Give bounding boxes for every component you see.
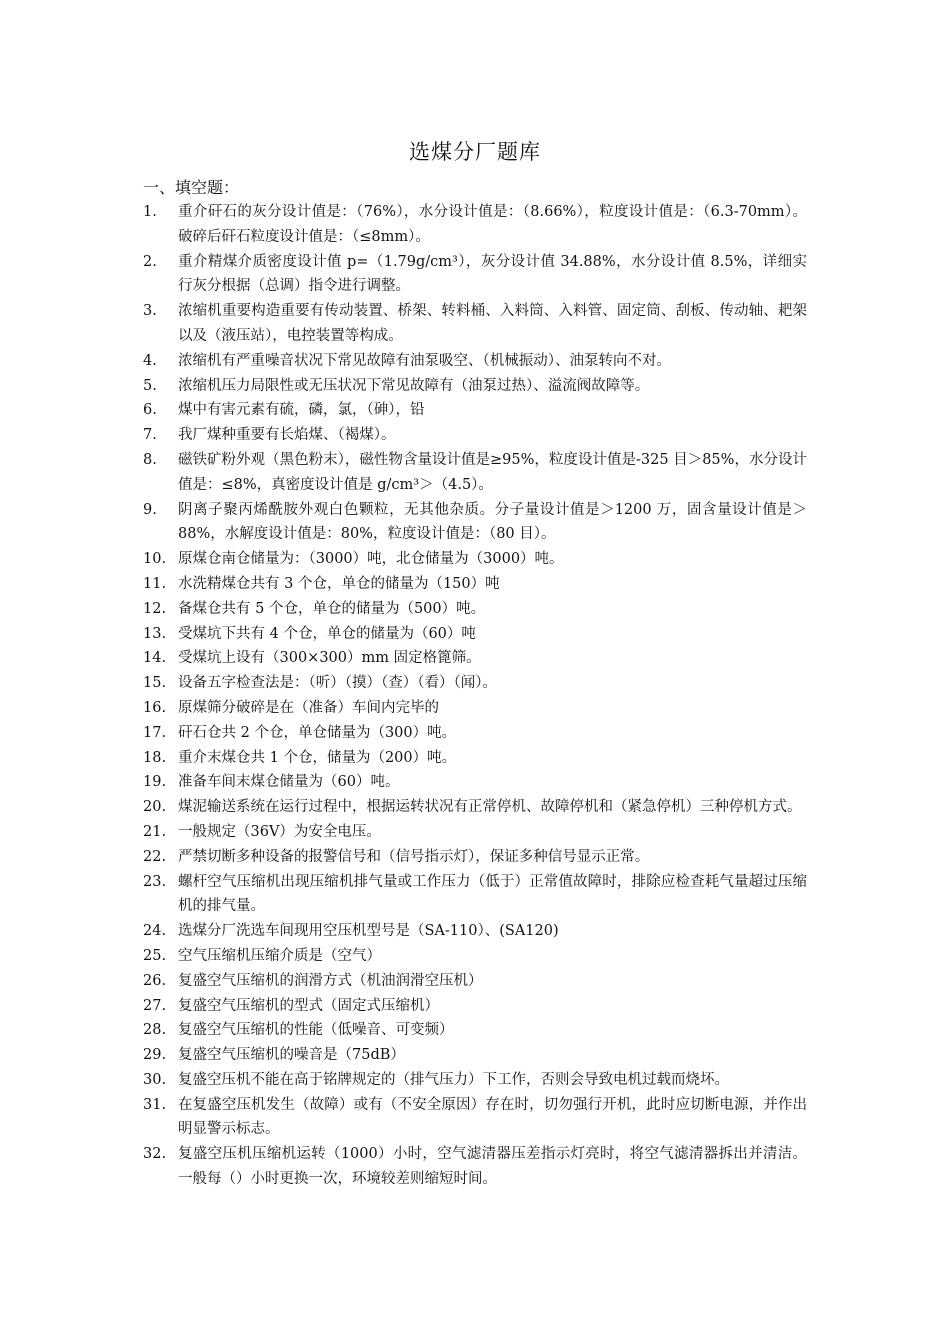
question-text: 准备车间末煤仓储量为（60）吨。 <box>178 774 400 791</box>
question-text: 复盛空气压缩机的性能（低噪音、可变频） <box>178 1022 454 1039</box>
question-text: 备煤仓共有 5 个仓，单仓的储量为（500）吨。 <box>178 600 486 617</box>
question-number: 20. <box>143 799 167 816</box>
question-number: 31. <box>143 1096 167 1113</box>
question-text: 空气压缩机压缩介质是（空气） <box>178 947 381 964</box>
question-text: 受煤坑下共有 4 个仓，单仓的储量为（60）吨 <box>178 625 476 642</box>
question-text: 受煤坑上设有（300×300）mm 固定格篦筛。 <box>178 650 481 667</box>
question-text: 复盛空气压缩机的噪音是（75dB） <box>178 1047 405 1064</box>
question-number: 6. <box>143 402 157 419</box>
question-item <box>143 1018 807 1043</box>
question-item <box>143 820 807 845</box>
question-text: 煤中有害元素有硫，磷，氯，（砷），铅 <box>178 402 425 419</box>
question-item <box>143 597 807 622</box>
question-item <box>143 1043 807 1068</box>
question-item <box>143 696 807 721</box>
question-text: 浓缩机有严重噪音状况下常见故障有油泵吸空、（机械振动）、油泵转向不对。 <box>178 352 671 369</box>
question-item <box>143 622 807 647</box>
question-text: 选煤分厂洗选车间现用空压机型号是（SA-110）、(SA120) <box>178 923 559 940</box>
question-number: 7. <box>143 427 157 444</box>
question-text: 浓缩机重要构造重要有传动装置、桥架、转料桶、入料筒、入料管、固定筒、刮板、传动轴、耙架以及（液压站），电控装置等构成。 <box>178 303 807 344</box>
question-item <box>143 671 807 696</box>
question-item <box>143 374 807 399</box>
question-item <box>143 547 807 572</box>
question-number: 4. <box>143 352 157 369</box>
question-text: 浓缩机压力局限性或无压状况下常见故障有（油泵过热）、溢流阀故障等。 <box>178 377 650 394</box>
question-number: 8. <box>143 451 157 468</box>
section-heading: 一、填空题： <box>143 178 240 197</box>
question-number: 5. <box>143 377 157 394</box>
question-item <box>143 448 807 498</box>
question-number: 16. <box>143 699 167 716</box>
question-text: 严禁切断多种设备的报警信号和（信号指示灯），保证多种信号显示正常。 <box>178 848 650 865</box>
question-text: 煤泥输送系统在运行过程中，根据运转状况有正常停机、故障停机和（紧急停机）三种停机方式。 <box>178 799 802 816</box>
question-item <box>143 770 807 795</box>
question-item <box>143 200 807 250</box>
question-number: 29. <box>143 1047 167 1064</box>
question-number: 21. <box>143 823 167 840</box>
question-text: 复盛空压机压缩机运转（1000）小时，空气滤清器压差指示灯亮时，将空气滤清器拆出并清洁。一般每（）小时更换一次，环境较差则缩短时间。 <box>178 1146 807 1188</box>
question-text: 原煤筛分破碎是在（准备）车间内完毕的 <box>178 699 439 716</box>
question-number: 1. <box>143 204 157 220</box>
question-text: 在复盛空压机发生（故障）或有（不安全原因）存在时，切勿强行开机，此时应切断电源，并作出明显警示标志。 <box>178 1096 807 1138</box>
question-item <box>143 721 807 746</box>
page-title: 选煤分厂题库 <box>409 140 541 164</box>
question-text: 重介末煤仓共 1 个仓，储量为（200）吨。 <box>178 749 457 766</box>
question-item <box>143 423 807 448</box>
question-number: 17. <box>143 724 167 741</box>
question-number: 9. <box>143 501 157 518</box>
question-number: 13. <box>143 625 167 642</box>
question-number: 2. <box>143 253 157 270</box>
question-text: 一般规定（36V）为安全电压。 <box>178 823 381 840</box>
question-text: 复盛空气压缩机的润滑方式（机油润滑空压机） <box>178 972 483 989</box>
question-number: 24. <box>143 923 167 940</box>
question-number: 14. <box>143 650 167 667</box>
question-text: 矸石仓共 2 个仓，单仓储量为（300）吨。 <box>178 724 457 741</box>
question-text: 复盛空压机不能在高于铭牌规定的（排气压力）下工作，否则会导致电机过载而烧坏。 <box>178 1071 729 1088</box>
question-number: 11. <box>143 575 167 592</box>
question-number: 3. <box>143 303 157 320</box>
question-item <box>143 845 807 870</box>
question-number: 30. <box>143 1071 167 1088</box>
question-item <box>143 572 807 597</box>
question-number: 27. <box>143 997 167 1014</box>
question-number: 12. <box>143 600 167 617</box>
question-item <box>143 646 807 671</box>
question-text: 重介精煤介质密度设计值 p=（1.79g/cm³），灰分设计值 34.88%，水分设计值 8.5%，详细实行灰分根据（总调）指令进行调整。 <box>178 253 807 295</box>
question-item <box>143 398 807 423</box>
question-text: 我厂煤种重要有长焰煤、（褐煤）。 <box>178 427 396 444</box>
question-item <box>143 944 807 969</box>
question-item <box>143 299 807 349</box>
question-number: 22. <box>143 848 167 865</box>
question-item <box>143 1068 807 1093</box>
question-item <box>143 1142 807 1192</box>
question-item <box>143 969 807 994</box>
question-text: 原煤仓南仓储量为：（3000）吨，北仓储量为（3000）吨。 <box>178 551 564 568</box>
question-item <box>143 498 807 548</box>
question-item <box>143 870 807 920</box>
question-number: 18. <box>143 749 167 766</box>
question-number: 23. <box>143 873 167 890</box>
question-number: 19. <box>143 774 167 791</box>
question-text: 阴离子聚丙烯酰胺外观白色颗粒，无其他杂质。分子量设计值是＞1200 万，固含量设计值是＞88%，水解度设计值是：80%，粒度设计值是：（80 目）。 <box>178 501 807 543</box>
question-item <box>143 795 807 820</box>
question-item <box>143 250 807 300</box>
question-number: 10. <box>143 551 167 568</box>
question-number: 26. <box>143 972 167 989</box>
question-item <box>143 746 807 771</box>
question-text: 复盛空气压缩机的型式（固定式压缩机） <box>178 997 439 1014</box>
question-text: 螺杆空气压缩机出现压缩机排气量或工作压力（低于）正常值故障时，排除应检查耗气量超过压缩机的排气量。 <box>178 873 807 915</box>
question-list <box>143 200 807 1192</box>
question-number: 25. <box>143 947 167 964</box>
question-text: 重介矸石的灰分设计值是：（76%），水分设计值是：（8.66%），粒度设计值是：（6.3-70mm）。破碎后矸石粒度设计值是：（≤8mm）。 <box>178 204 807 245</box>
question-number: 32. <box>143 1146 167 1163</box>
question-text: 设备五字检查法是：（听）（摸）（查）（看）（闻）。 <box>178 675 497 692</box>
question-item <box>143 1093 807 1143</box>
question-item <box>143 349 807 374</box>
question-number: 15. <box>143 675 167 692</box>
question-text: 磁铁矿粉外观（黑色粉末），磁性物含量设计值是≥95%，粒度设计值是-325 目＞85%，水分设计值是：≤8%，真密度设计值是 g/cm³＞（4.5）。 <box>178 451 807 493</box>
question-item <box>143 994 807 1019</box>
question-number: 28. <box>143 1022 167 1039</box>
question-item <box>143 919 807 944</box>
question-text: 水洗精煤仓共有 3 个仓，单仓的储量为（150）吨 <box>178 575 500 592</box>
